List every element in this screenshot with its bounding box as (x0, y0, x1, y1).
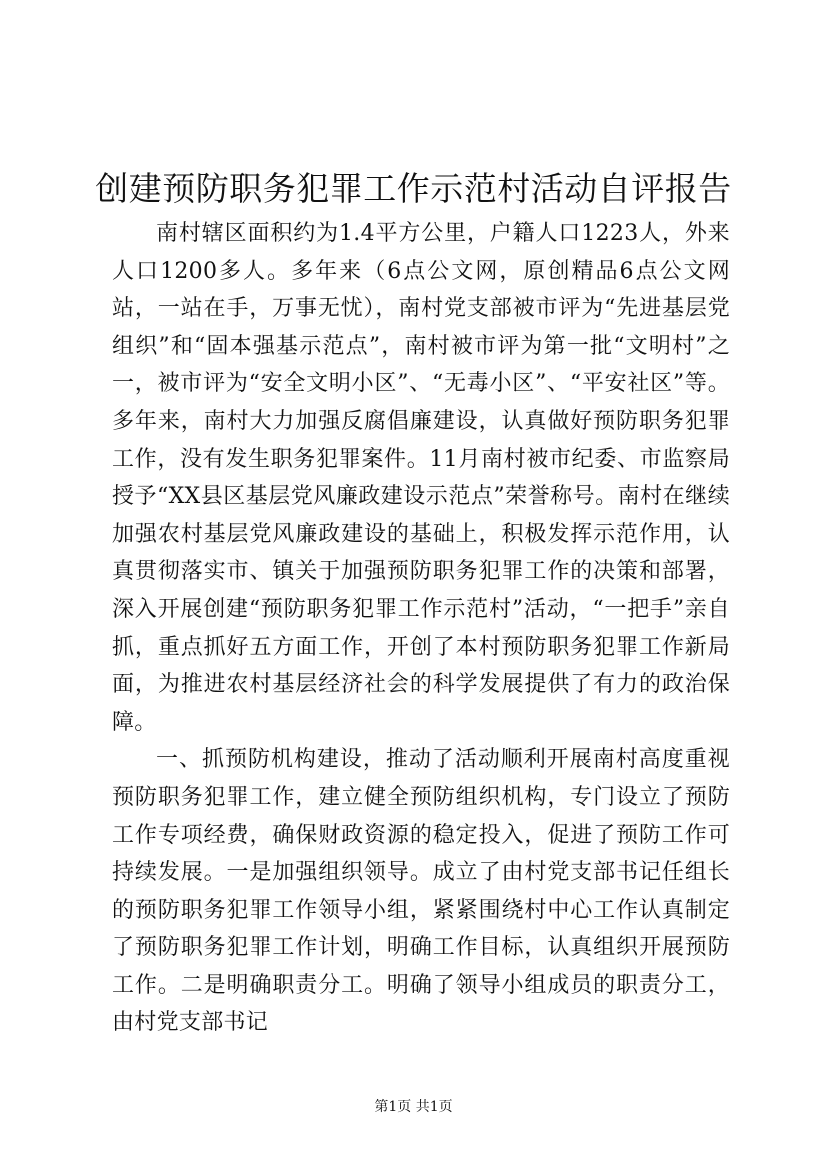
document-title: 创建预防职务犯罪工作示范村活动自评报告 (95, 169, 732, 209)
page-footer: 第1页 共1页 (374, 1099, 453, 1115)
paragraph-section-one: 一、抓预防机构建设，推动了活动顺利开展南村高度重视预防职务犯罪工作，建立健全预防组织机构，专门设立了预防工作专项经费，确保财政资源的稳定投入，促进了预防工作可持续发展。一是加强组织领导。成立了由村党支部书记任组长的预防职务犯罪工作领导小组，紧紧围绕村中心工作认真制定了预防职务犯罪工作计划，明确工作目标，认真组织开展预防工作。二是明确职责分工。明确了领导小组成员的职责分工，由村党支部书记 (112, 747, 730, 1036)
paragraph-intro: 南村辖区面积约为1.4平方公里，户籍人口1223人，外来人口1200多人。多年来（6点公文网，原创精品6点公文网站，一站在手，万事无忧），南村党支部被市评为“先进基层党组织”和“固本强基示范点”，南村被市评为第一批“文明村”之一，被市评为“安全文明小区”、“无毒小区”、“平安社区”等。多年来，南村大力加强反腐倡廉建设，认真做好预防职务犯罪工作，没有发生职务犯罪案件。11月南村被市纪委、市监察局授予“XX县区基层党风廉政建设示范点”荣誉称号。南村在继续加强农村基层党风廉政建设的基础上，积极发挥示范作用，认真贯彻落实市、镇关于加强预防职务犯罪工作的决策和部署，深入开展创建“预防职务犯罪工作示范村”活动，“一把手”亲自抓，重点抓好五方面工作，开创了本村预防职务犯罪工作新局面，为推进农村基层经济社会的科学发展提供了有力的政治保障。 (112, 221, 730, 735)
document-body (112, 215, 730, 1042)
